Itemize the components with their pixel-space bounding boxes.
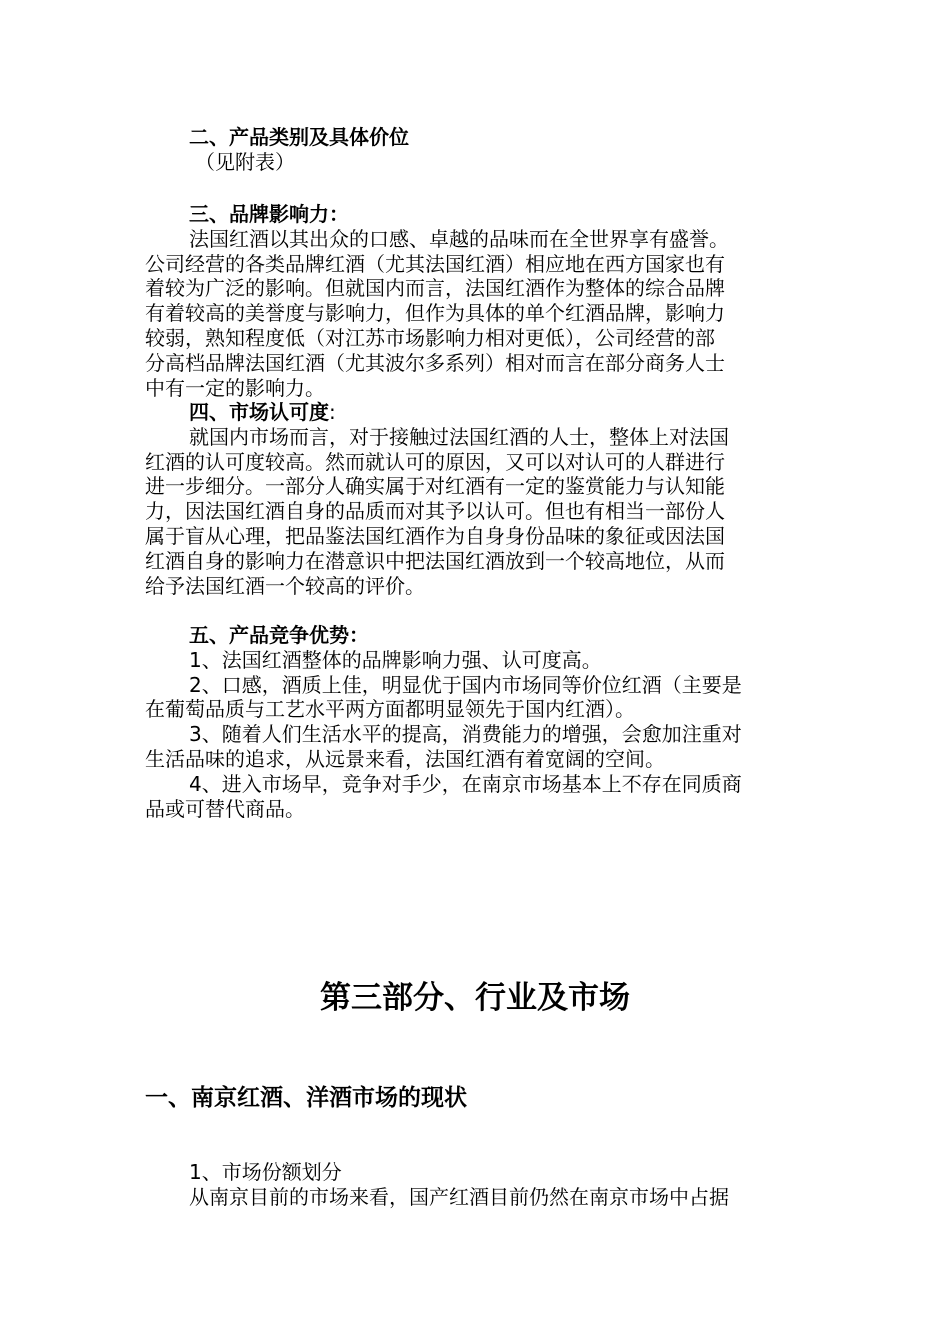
- paragraph-line: 较弱，熟知程度低（对江苏市场影响力相对更低），公司经营的部: [145, 325, 715, 350]
- list-item: 2、口感，酒质上佳，明显优于国内市场同等价位红酒（主要是: [189, 672, 742, 697]
- section-brand-influence: [145, 202, 805, 400]
- paragraph-line: 公司经营的各类品牌红酒（尤其法国红酒）相应地在西方国家也有: [145, 251, 725, 276]
- paragraph-line: 有着较高的美誉度与影响力，但作为具体的单个红酒品牌，影响力: [145, 301, 725, 326]
- section-product-categories: [145, 125, 805, 175]
- section-heading: 一、南京红酒、洋酒市场的现状: [145, 1085, 467, 1111]
- list-item-continuation: 在葡萄品质与工艺水平两方面都明显领先于国内红酒）。: [145, 697, 635, 722]
- paragraph-line: 红酒自身的影响力在潜意识中把法国红酒放到一个较高地位，从而: [145, 548, 725, 573]
- list-item-continuation: 生活品味的追求，从远景来看，法国红酒有着宽阔的空间。: [145, 746, 665, 771]
- paragraph-line: 红酒的认可度较高。然而就认可的原因，又可以对认可的人群进行: [145, 449, 725, 474]
- see-attachment-note: （见附表）: [195, 149, 295, 174]
- section-competitive-advantages: [145, 623, 805, 821]
- paragraph-line: 力，因法国红酒自身的品质而对其予以认可。但也有相当一部份人: [145, 499, 725, 524]
- paragraph-line: 分高档品牌法国红酒（尤其波尔多系列）相对而言在部分商务人士: [145, 350, 725, 375]
- market-share-section: [145, 1160, 805, 1210]
- paragraph-line: 进一步细分。一部分人确实属于对红酒有一定的鉴赏能力与认知能: [145, 474, 725, 499]
- paragraph-line: 给予法国红酒一个较高的评价。: [145, 573, 425, 598]
- section-heading: 三、品牌影响力：: [189, 202, 349, 226]
- section-heading: 二、产品类别及具体价位: [189, 125, 409, 149]
- section-market-recognition: [145, 400, 805, 598]
- paragraph-line: 就国内市场而言，对于接触过法国红酒的人士，整体上对法国: [189, 424, 729, 449]
- section-heading: 五、产品竞争优势：: [189, 623, 369, 647]
- paragraph-line: 中有一定的影响力。: [145, 375, 325, 400]
- section-heading: 四、市场认可度: [189, 400, 329, 424]
- list-item: 4、进入市场早，竞争对手少，在南京市场基本上不存在同质商: [189, 771, 742, 796]
- heading-colon: :: [329, 400, 336, 424]
- sub-heading: 1、市场份额划分: [189, 1160, 342, 1184]
- paragraph-line: 属于盲从心理，把品鉴法国红酒作为自身身份品味的象征或因法国: [145, 523, 725, 548]
- part-title: 第三部分、行业及市场: [320, 980, 630, 1016]
- section-heading-line: [145, 400, 805, 425]
- list-item: 3、随着人们生活水平的提高，消费能力的增强，会愈加注重对: [189, 722, 742, 747]
- list-item-continuation: 品或可替代商品。: [145, 796, 305, 821]
- paragraph-line: 法国红酒以其出众的口感、卓越的品味而在全世界享有盛誉。: [189, 226, 729, 251]
- list-item: 1、法国红酒整体的品牌影响力强、认可度高。: [189, 647, 602, 672]
- paragraph-line: 着较为广泛的影响。但就国内而言，法国红酒作为整体的综合品牌: [145, 276, 725, 301]
- paragraph-line: 从南京目前的市场来看，国产红酒目前仍然在南京市场中占据: [189, 1184, 729, 1209]
